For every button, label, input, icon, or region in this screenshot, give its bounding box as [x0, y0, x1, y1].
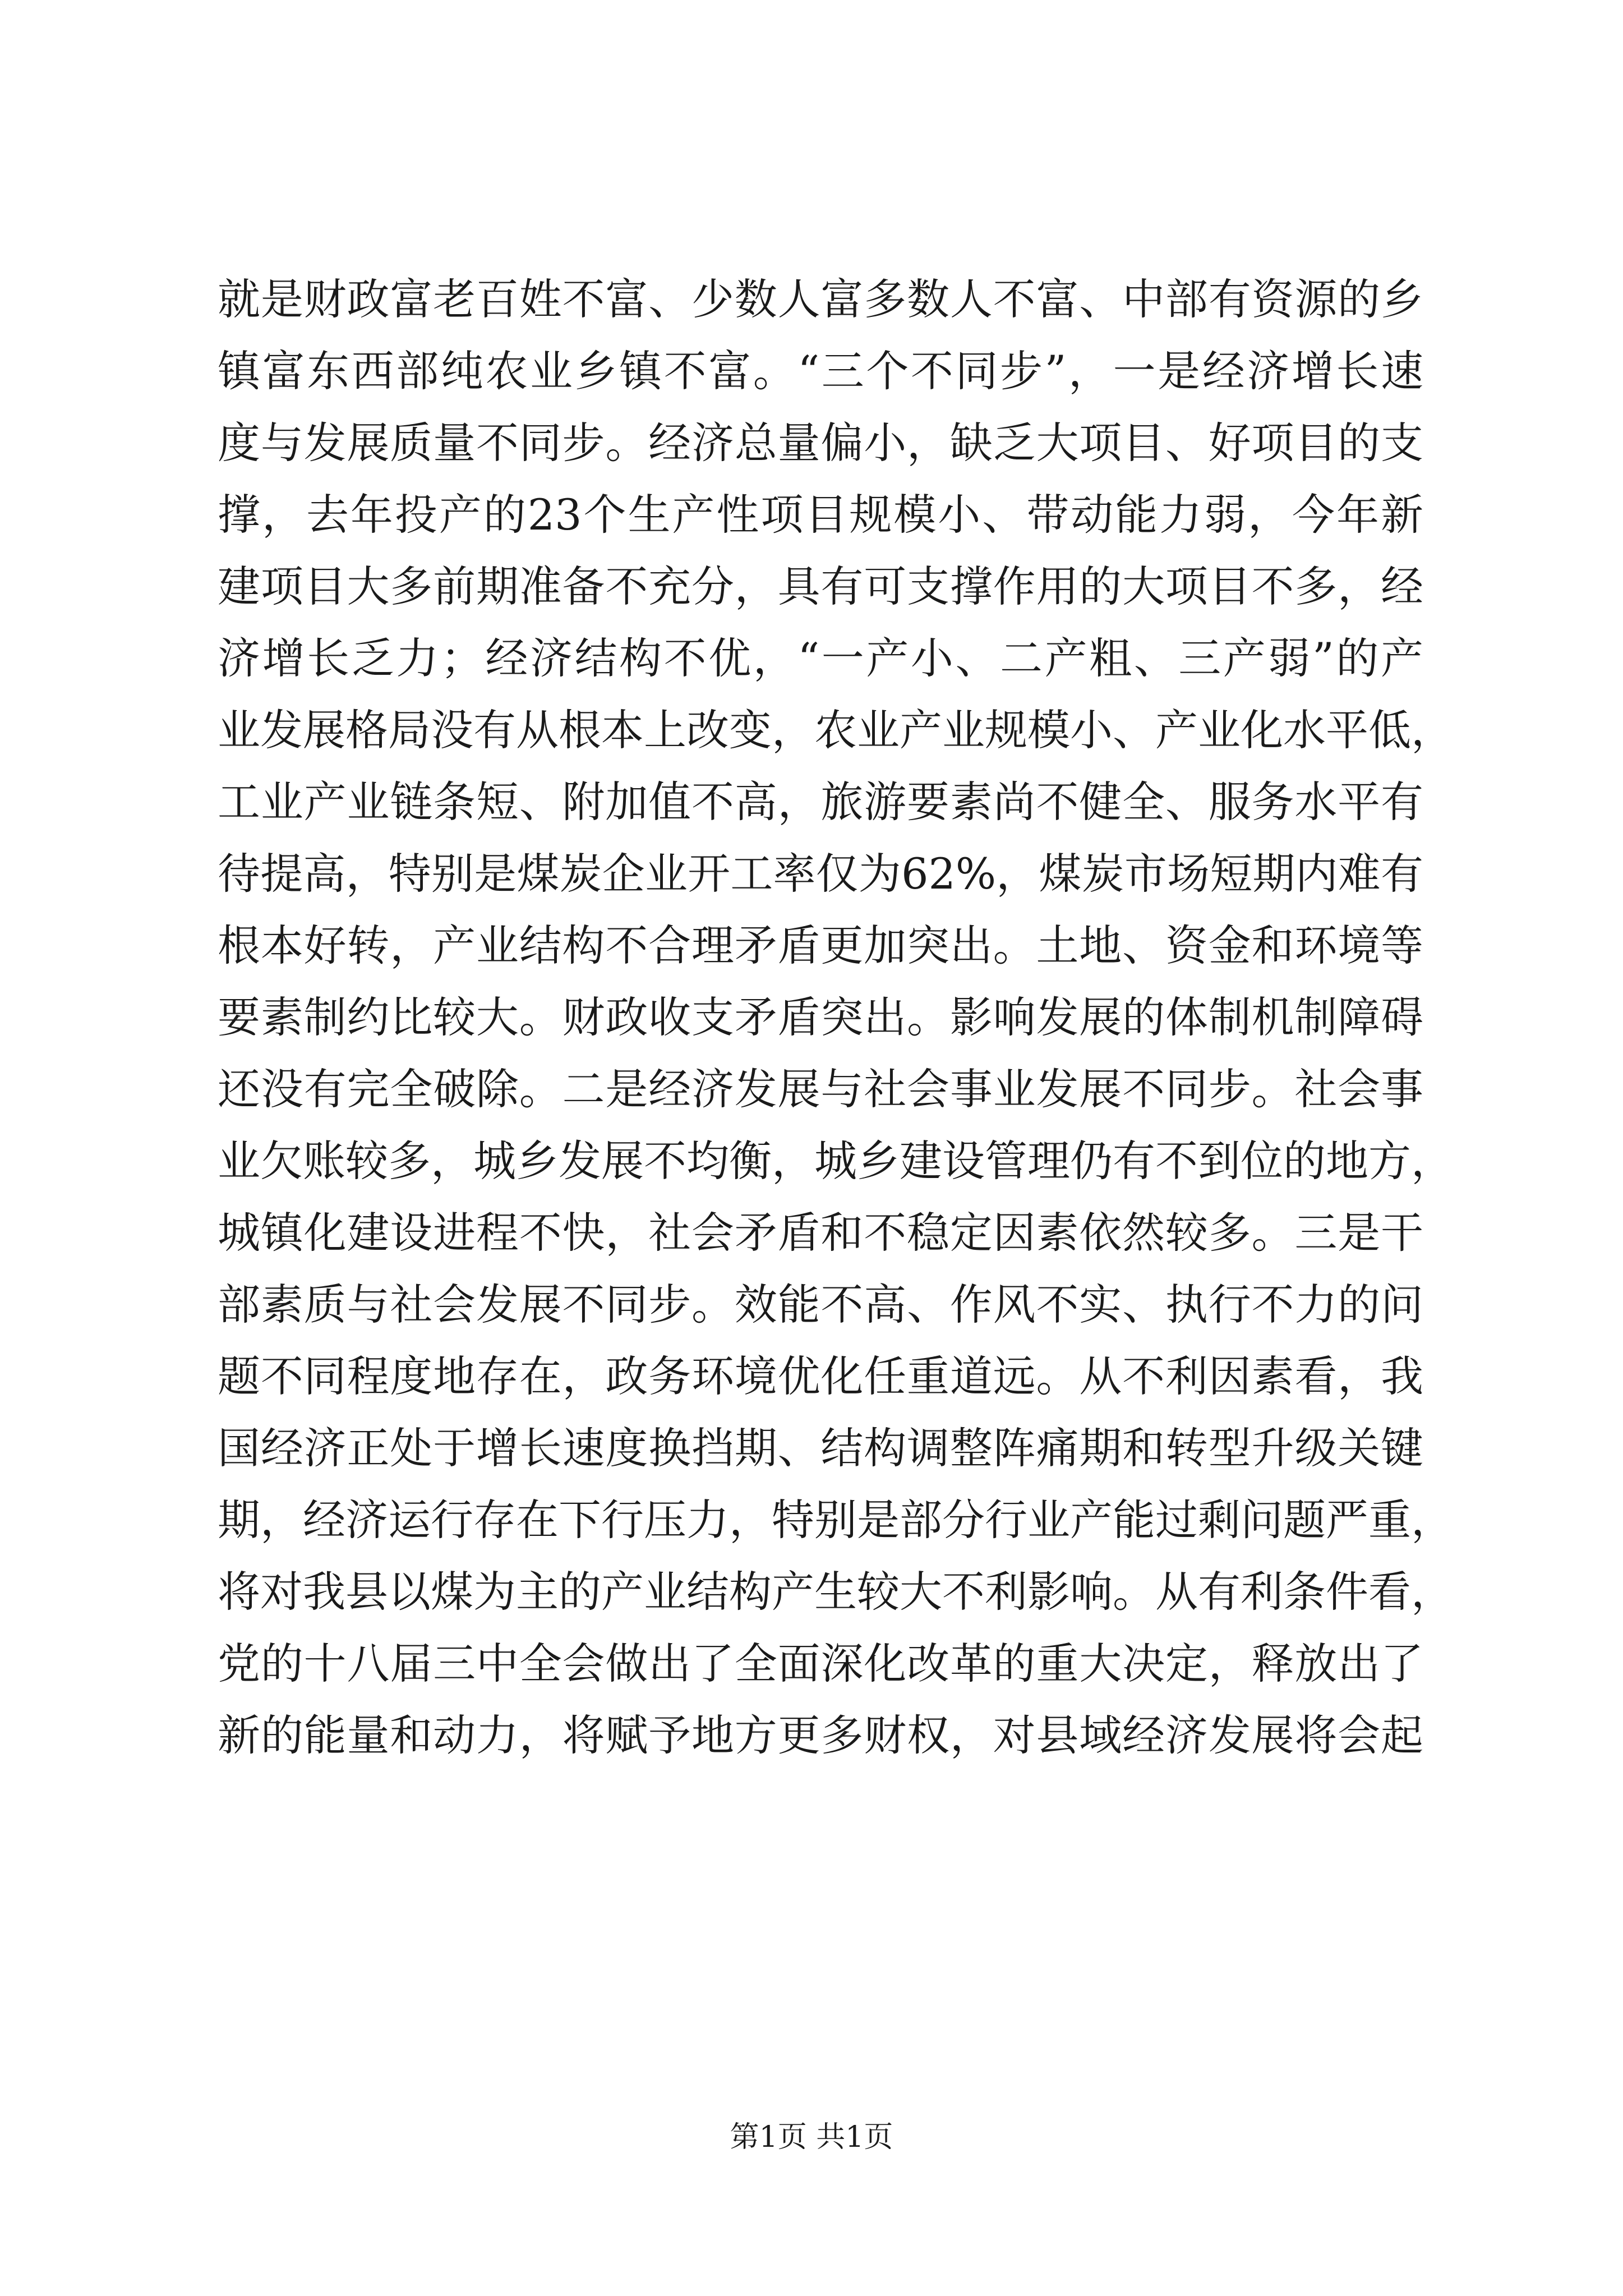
text-line: 根本好转，产业结构不合理矛盾更加突出。土地、资金和环境等	[218, 921, 1423, 970]
page-number: 第1页 共1页	[730, 2120, 893, 2154]
text-line: 工业产业链条短、附加值不高，旅游要素尚不健全、服务水平有	[218, 777, 1423, 827]
text-line: 度与发展质量不同步。经济总量偏小，缺乏大项目、好项目的支	[218, 418, 1423, 468]
text-line: 济增长乏力；经济结构不优，“一产小、二产粗、三产弱”的产	[218, 633, 1423, 683]
text-line: 建项目大多前期准备不充分，具有可支撑作用的大项目不多，经	[218, 562, 1423, 611]
body-text	[218, 264, 1454, 1772]
text-line: 党的十八届三中全会做出了全面深化改革的重大决定，释放出了	[218, 1639, 1423, 1688]
text-line: 部素质与社会发展不同步。效能不高、作风不实、执行不力的问	[218, 1280, 1423, 1329]
text-line: 要素制约比较大。财政收支矛盾突出。影响发展的体制机制障碍	[218, 992, 1423, 1042]
text-line: 还没有完全破除。二是经济发展与社会事业发展不同步。社会事	[218, 1064, 1423, 1114]
text-line: 业欠账较多，城乡发展不均衡，城乡建设管理仍有不到位的地方，	[218, 1136, 1454, 1186]
text-line: 就是财政富老百姓不富、少数人富多数人不富、中部有资源的乡	[218, 274, 1423, 324]
text-line: 镇富东西部纯农业乡镇不富。“三个不同步”，一是经济增长速	[218, 346, 1423, 396]
text-line: 业发展格局没有从根本上改变，农业产业规模小、产业化水平低，	[218, 705, 1454, 755]
text-line: 待提高，特别是煤炭企业开工率仅为62%，煤炭市场短期内难有	[218, 849, 1423, 899]
text-line: 期，经济运行存在下行压力，特别是部分行业产能过剩问题严重，	[218, 1495, 1454, 1545]
page-footer	[0, 2118, 1623, 2157]
text-line: 国经济正处于增长速度换挡期、结构调整阵痛期和转型升级关键	[218, 1423, 1423, 1473]
text-line: 新的能量和动力，将赋予地方更多财权，对县域经济发展将会起	[218, 1710, 1423, 1760]
text-line: 题不同程度地存在，政务环境优化任重道远。从不利因素看，我	[218, 1351, 1423, 1401]
text-line: 撑，去年投产的23个生产性项目规模小、带动能力弱，今年新	[218, 490, 1423, 540]
text-line: 城镇化建设进程不快，社会矛盾和不稳定因素依然较多。三是干	[218, 1208, 1423, 1258]
text-line: 将对我县以煤为主的产业结构产生较大不利影响。从有利条件看，	[218, 1567, 1454, 1617]
